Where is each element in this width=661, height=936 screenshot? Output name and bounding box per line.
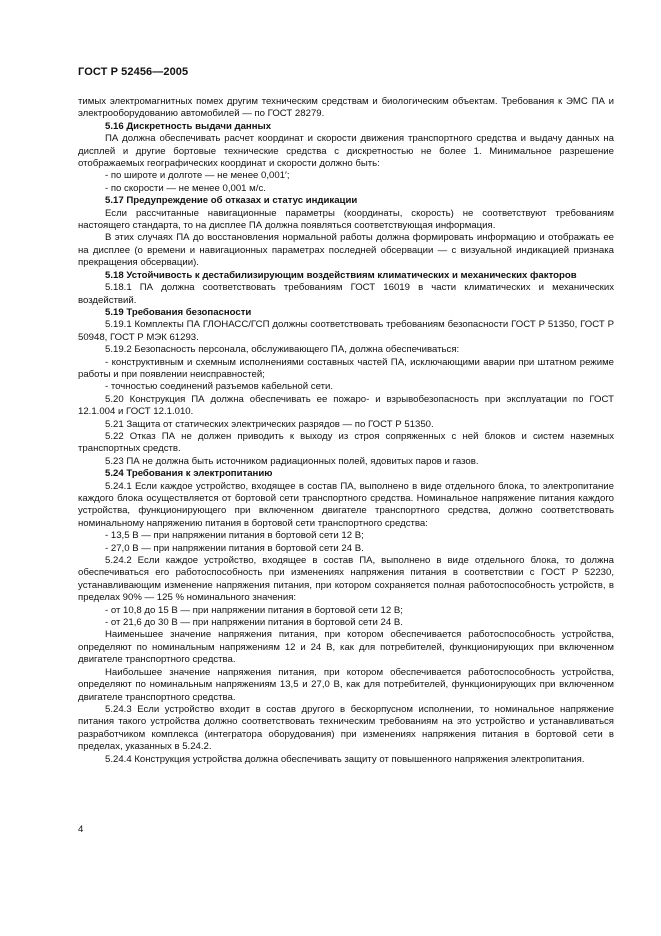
paragraph: 5.24.1 Если каждое устройство, входящее в состав ПА, выполнено в виде отдельного блока, то электропитание каждого блока осуществляется от бортовой сети транспортного средства. Номинальное напряжение питания каждого устройства, функционирующего при включенном двигателе транспортного средства, должно соответствовать номинальному напряжению питания в бортовой сети транспортного средства: (78, 480, 614, 529)
paragraph: 5.19.1 Комплекты ПА ГЛОНАСС/ГСП должны соответствовать требованиям безопасности ГОСТ Р 51350, ГОСТ Р 50948, ГОСТ Р МЭК 61293. (78, 319, 614, 343)
document-header: ГОСТ Р 52456—2005 (78, 66, 189, 78)
paragraph: 5.20 Конструкция ПА должна обеспечивать ее пожаро- и взрывобезопасность при эксплуатации по ГОСТ 12.1.004 и ГОСТ 12.1.010. (78, 393, 614, 418)
paragraph: - конструктивным и схемным исполнениями составных частей ПА, исключающими аварии при штатном режиме работы и при появлении неисправностей; (78, 356, 614, 380)
list-item: - по скорости — не менее 0,001 м/с. (105, 182, 266, 194)
paragraph: Наибольшее значение напряжения питания, при котором обеспечивается работоспособность устройства, определяют по номинальным напряжениям 13,5 и 27,0 В, как для потребителей, функционирующих при включенном двигателе транспортного средства. (78, 666, 614, 703)
paragraph: 5.21 Защита от статических электрических разрядов — по ГОСТ Р 51350. (105, 418, 434, 430)
list-item: - 27,0 В — при напряжении питания в бортовой сети 24 В. (105, 542, 364, 554)
paragraph: 5.19.2 Безопасность персонала, обслуживающего ПА, должна обеспечиваться: (105, 344, 460, 356)
list-item: - от 10,8 до 15 В — при напряжении питания в бортовой сети 12 В; (105, 604, 403, 616)
page-number: 4 (78, 824, 84, 835)
section-heading: 5.18 Устойчивость к дестабилизирующим воздействиям климатических и механических факторов (105, 269, 577, 281)
document-body (78, 96, 614, 766)
list-item: - точностью соединений разъемов кабельной сети. (105, 381, 334, 393)
paragraph: 5.24.2 Если каждое устройство, входящее в состав ПА, выполнено в виде отдельного блока, то должна обеспечиваться его работоспособность при изменениях напряжения питания в соответствии с ГОСТ Р 52230, устанавливающим изменение напряжения питания, при котором сохраняется полная работоспособность устройств, в пределах 90% — 125 % номинального значения: (78, 555, 614, 604)
paragraph: 5.18.1 ПА должна соответствовать требованиям ГОСТ 16019 в части климатических и механических воздействий. (78, 282, 614, 306)
list-item: - 13,5 В — при напряжении питания в бортовой сети 12 В; (105, 530, 364, 542)
paragraph: ПА должна обеспечивать расчет координат и скорости движения транспортного средства и выдачу данных на дисплей и другие бортовые технические средства с дискретностью не более 1. Минимальное разрешение отображаемых географических координат и скорости должно быть: (78, 133, 614, 170)
list-item: - по широте и долготе — не менее 0,001′; (105, 170, 290, 182)
paragraph: Если рассчитанные навигационные параметры (координаты, скорость) не соответствуют требованиям настоящего стандарта, то на дисплее ПА должна появляться соответствующая информация. (78, 207, 614, 232)
paragraph: тимых электромагнитных помех другим техническим средствам и биологическим объектам. Требования к ЭМС ПА и электрооборудованию автомобилей — по ГОСТ 28279. (78, 96, 614, 120)
paragraph: 5.22 Отказ ПА не должен приводить к выходу из строя сопряженных с ней блоков и систем наземных транспортных средств. (78, 430, 614, 455)
section-heading: 5.24 Требования к электропитанию (105, 468, 273, 480)
paragraph: Наименьшее значение напряжения питания, при котором обеспечивается работоспособность устройства, определяют по номинальным напряжениям 12 и 24 В, как для потребителей, функционирующих при включенном двигателе транспортного средства. (78, 629, 614, 666)
paragraph: 5.24.4 Конструкция устройства должна обеспечивать защиту от повышенного напряжения электропитания. (105, 753, 585, 765)
paragraph: 5.24.3 Если устройство входит в состав другого в бескорпусном исполнении, то номинальное напряжение питания такого устройства должно соответствовать техническим требованиям на это устройство и устанавливаться разработчиком комплекса (интегратора оборудования) при изменениях напряжения питания в бортовой сети в пределах, указанных в 5.24.2. (78, 703, 614, 753)
paragraph: В этих случаях ПА до восстановления нормальной работы должна формировать информацию и отображать ее на дисплее (о времени и навигационных параметрах последней обсервации — с визуальной индикацией признака прекращения обсервации). (78, 232, 614, 269)
paragraph: 5.23 ПА не должна быть источником радиационных полей, ядовитых паров и газов. (105, 455, 479, 467)
section-heading: 5.19 Требования безопасности (105, 306, 252, 318)
section-heading: 5.16 Дискретность выдачи данных (105, 120, 272, 132)
section-heading: 5.17 Предупреждение об отказах и статус индикации (105, 195, 358, 207)
list-item: - от 21,6 до 30 В — при напряжении питания в бортовой сети 24 В. (105, 617, 403, 629)
